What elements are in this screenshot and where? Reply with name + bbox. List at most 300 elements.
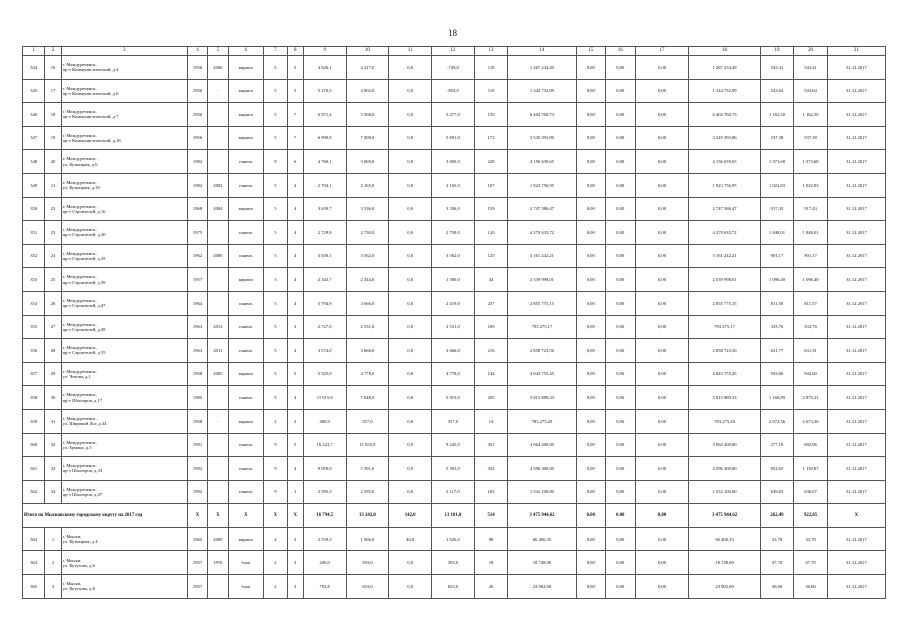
data-cell: 0,00 xyxy=(606,457,636,481)
data-cell: 0,00 xyxy=(576,480,606,504)
address-city: г. Междуреченск, xyxy=(62,227,97,233)
data-cell: 1 267 234,49 xyxy=(689,56,760,80)
data-cell: -749,0 xyxy=(432,56,475,80)
data-cell: 0,0 xyxy=(389,362,432,386)
data-cell: 5 xyxy=(264,126,287,150)
data-cell: 4 217,0 xyxy=(346,56,389,80)
data-cell: 7 048,0 xyxy=(346,386,389,410)
data-cell: 333,76 xyxy=(760,315,794,339)
data-cell: 2 704,1 xyxy=(303,173,346,197)
column-number: 17 xyxy=(635,47,689,56)
data-cell: 1 xyxy=(287,480,303,504)
data-cell: 5 xyxy=(264,291,287,315)
address-cell xyxy=(61,221,187,245)
data-cell: 2 343,7 xyxy=(303,268,346,292)
data-cell: 0,00 xyxy=(606,315,636,339)
data-cell: 0,0 xyxy=(389,291,432,315)
data-cell: 1 162,50 xyxy=(760,103,794,127)
address-city: г. Междуреченск, xyxy=(62,156,97,162)
data-cell: 31.12.2017 xyxy=(827,527,885,551)
table-row xyxy=(23,197,886,221)
column-number: 11 xyxy=(389,47,432,56)
data-cell: 47,70 xyxy=(794,551,828,575)
data-cell: 66 406,35 xyxy=(689,527,760,551)
row-index: 360 xyxy=(23,433,45,457)
data-cell: 31.12.2017 xyxy=(827,480,885,504)
data-cell: 1 168,89 xyxy=(760,386,794,410)
data-cell xyxy=(208,386,228,410)
data-cell: 9 059,0 xyxy=(303,457,346,481)
data-cell: 1956 xyxy=(187,79,207,103)
data-cell: 631,91 xyxy=(794,339,828,363)
data-cell: 636,67 xyxy=(794,480,828,504)
row-subindex: 2 xyxy=(45,551,61,575)
data-cell: 44 xyxy=(474,268,508,292)
data-cell: 3 069,0 xyxy=(432,150,475,174)
data-cell: 0,00 xyxy=(606,79,636,103)
data-cell: 26 xyxy=(474,575,508,599)
data-cell xyxy=(208,291,228,315)
data-cell: 451 xyxy=(474,433,508,457)
row-subindex: 21 xyxy=(45,173,61,197)
data-cell: 5 277,0 xyxy=(432,103,475,127)
address-street: пр-т Строителей, д.16 xyxy=(62,208,106,214)
address-cell xyxy=(61,409,187,433)
data-cell: 0,00 xyxy=(606,386,636,410)
data-cell: 631,77 xyxy=(760,339,794,363)
data-cell: 0,00 xyxy=(635,527,689,551)
data-cell: 0,00 xyxy=(576,126,606,150)
address-cell xyxy=(61,362,187,386)
data-cell: панель xyxy=(228,315,264,339)
address-cell xyxy=(61,315,187,339)
column-number: 19 xyxy=(760,47,794,56)
data-cell: 3 562,0 xyxy=(432,244,475,268)
data-cell: 653,0 xyxy=(432,575,475,599)
address-street: ул. Кутузова, д.8 xyxy=(62,586,95,592)
column-number: 18 xyxy=(689,47,760,56)
data-cell: 3 574,0 xyxy=(303,339,346,363)
data-cell: 0,0 xyxy=(389,339,432,363)
data-cell: 31.12.2017 xyxy=(827,103,885,127)
column-number: 4 xyxy=(187,47,207,56)
data-cell: 237 xyxy=(474,291,508,315)
data-cell xyxy=(208,268,228,292)
data-cell: 31.12.2017 xyxy=(827,457,885,481)
data-cell: 0,00 xyxy=(635,197,689,221)
data-cell: 1 344 732,99 xyxy=(508,79,576,103)
data-cell: 0,00 xyxy=(635,103,689,127)
data-cell: 5 325,0 xyxy=(303,362,346,386)
data-cell: 1965 xyxy=(187,527,207,551)
address-street: пр-т Коммунистический, д.18 xyxy=(62,138,121,144)
data-cell: 917,43 xyxy=(760,197,794,221)
data-cell: 4 778,0 xyxy=(346,362,389,386)
data-cell: 1 022,83 xyxy=(760,173,794,197)
data-cell: 103 xyxy=(474,480,508,504)
data-cell: 1957 xyxy=(187,268,207,292)
table-row xyxy=(23,103,886,127)
address-city: г. Междуреченск, xyxy=(62,203,97,209)
data-cell: 5 391,0 xyxy=(432,457,475,481)
data-cell: 2 539 998,01 xyxy=(689,268,760,292)
data-cell: кирпич xyxy=(228,527,264,551)
row-index: 355 xyxy=(23,315,45,339)
data-cell: 2 747 586,47 xyxy=(508,197,576,221)
data-cell xyxy=(208,480,228,504)
data-cell: 0,0 xyxy=(389,480,432,504)
data-cell: 2 730,0 xyxy=(432,221,475,245)
data-cell: 2 xyxy=(264,551,287,575)
data-cell: 0,00 xyxy=(606,551,636,575)
table-row xyxy=(23,339,886,363)
data-cell: 2 xyxy=(264,409,287,433)
data-cell: 5 xyxy=(264,221,287,245)
data-cell: 0,00 xyxy=(635,480,689,504)
data-cell: 11 055,0 xyxy=(346,433,389,457)
data-cell: 0,00 xyxy=(576,103,606,127)
data-cell: 0,0 xyxy=(389,56,432,80)
data-cell: 2 539,3 xyxy=(303,527,346,551)
address-street: ул. Кузнецкая, д.39 xyxy=(62,185,100,191)
total-cell: X xyxy=(187,504,207,528)
data-cell: 5 815 889,33 xyxy=(689,386,760,410)
row-index: 351 xyxy=(23,221,45,245)
data-cell: 5 270,3 xyxy=(303,79,346,103)
data-cell: 3 161 242,21 xyxy=(508,244,576,268)
data-cell: 0,00 xyxy=(606,575,636,599)
data-cell: 3 xyxy=(264,268,287,292)
row-index: 353 xyxy=(23,268,45,292)
data-cell: 6 971,4 xyxy=(303,103,346,127)
data-cell: 23 902,00 xyxy=(689,575,760,599)
data-cell: 901,17 xyxy=(760,244,794,268)
address-city: г. Междуреченск, xyxy=(62,274,97,280)
data-cell: 7 xyxy=(287,103,303,127)
row-index: 359 xyxy=(23,409,45,433)
data-cell: 109 xyxy=(474,315,508,339)
column-number: 15 xyxy=(576,47,606,56)
data-cell: 0,00 xyxy=(635,291,689,315)
data-cell: 159 xyxy=(474,103,508,127)
total-cell: 3 475 944,62 xyxy=(508,504,576,528)
data-cell: 0,00 xyxy=(576,339,606,363)
column-number: 12 xyxy=(432,47,475,56)
data-cell: 3 545 393,86 xyxy=(689,126,760,150)
data-cell: 2011 xyxy=(208,339,228,363)
row-subindex: 33 xyxy=(45,457,61,481)
address-cell xyxy=(61,150,187,174)
table-row xyxy=(23,480,886,504)
data-cell: 1982 xyxy=(187,150,207,174)
row-index: 348 xyxy=(23,150,45,174)
data-cell: 1956 xyxy=(187,103,207,127)
row-subindex: 29 xyxy=(45,362,61,386)
register-table xyxy=(22,46,886,599)
data-cell: 537,38 xyxy=(760,126,794,150)
data-cell: 1962 xyxy=(187,244,207,268)
data-cell: 1 267 234,49 xyxy=(508,56,576,80)
row-subindex: 26 xyxy=(45,291,61,315)
address-cell xyxy=(61,575,187,599)
data-cell: 0,00 xyxy=(635,315,689,339)
address-street: пр-т Строителей, д.35 xyxy=(62,256,106,262)
data-cell: 2 727,0 xyxy=(303,315,346,339)
data-cell: 2 xyxy=(287,551,303,575)
table-row xyxy=(23,268,886,292)
data-cell: 1 923 756,95 xyxy=(689,173,760,197)
data-cell: 2 858 723,56 xyxy=(508,339,576,363)
data-cell: 0,00 xyxy=(576,409,606,433)
row-index: 357 xyxy=(23,362,45,386)
data-cell: 2009 xyxy=(208,527,228,551)
data-cell: 31.12.2017 xyxy=(827,551,885,575)
data-cell: 0,00 xyxy=(606,433,636,457)
data-cell: 0,00 xyxy=(576,457,606,481)
data-cell: 5 691,0 xyxy=(432,126,475,150)
address-city: г. Междуреченск, xyxy=(62,321,97,327)
address-cell xyxy=(61,173,187,197)
data-cell: 0,00 xyxy=(576,291,606,315)
data-cell: 2 539 998,01 xyxy=(508,268,576,292)
data-cell: 110 xyxy=(474,56,508,80)
column-number: 20 xyxy=(794,47,828,56)
row-index: 364 xyxy=(23,551,45,575)
data-cell: 1 022,83 xyxy=(794,173,828,197)
data-cell: 31.12.2017 xyxy=(827,173,885,197)
total-cell: 3 475 944,62 xyxy=(689,504,760,528)
data-cell: 4 xyxy=(287,268,303,292)
data-cell: 0,00 xyxy=(576,221,606,245)
row-subindex: 28 xyxy=(45,339,61,363)
data-cell: 3 xyxy=(287,527,303,551)
data-cell: 1 162,50 xyxy=(794,103,828,127)
data-cell: 0,0 xyxy=(389,315,432,339)
row-index: 356 xyxy=(23,339,45,363)
address-city: г. Междуреченск, xyxy=(62,439,97,445)
data-cell: 2 xyxy=(287,575,303,599)
data-cell: 2000 xyxy=(208,244,228,268)
data-cell: 811,50 xyxy=(760,291,794,315)
row-subindex: 17 xyxy=(45,79,61,103)
column-number: 6 xyxy=(228,47,264,56)
row-subindex: 27 xyxy=(45,315,61,339)
row-subindex: 25 xyxy=(45,268,61,292)
data-cell: 0,00 xyxy=(635,457,689,481)
data-cell: 1985 xyxy=(187,386,207,410)
data-cell: 1 373,68 xyxy=(760,150,794,174)
data-cell: 0,00 xyxy=(635,409,689,433)
data-cell: 31.12.2017 xyxy=(827,433,885,457)
address-cell xyxy=(61,527,187,551)
data-cell: 0,0 xyxy=(389,150,432,174)
data-cell: 0,00 xyxy=(635,126,689,150)
data-cell: 0,00 xyxy=(576,386,606,410)
data-cell: 4 156 639,65 xyxy=(508,150,576,174)
data-cell: 66 406,35 xyxy=(508,527,576,551)
data-cell: панель xyxy=(228,480,264,504)
data-cell: панель xyxy=(228,433,264,457)
data-cell: 125 xyxy=(474,244,508,268)
row-subindex: 3 xyxy=(45,575,61,599)
address-city: г. Междуреченск, xyxy=(62,416,97,421)
data-cell: 5 xyxy=(287,433,303,457)
data-cell: 2 747 586,47 xyxy=(689,197,760,221)
data-cell: 1 926,0 xyxy=(432,527,475,551)
address-street: ул. Ермака, д.5 xyxy=(62,444,92,450)
data-cell: 4 156 639,65 xyxy=(689,150,760,174)
data-cell: 6 404 760,73 xyxy=(508,103,576,127)
data-cell: 36,60 xyxy=(794,575,828,599)
address-street: ул. Чехова, д.1 xyxy=(62,374,91,380)
address-cell xyxy=(61,457,187,481)
data-cell: панель xyxy=(228,386,264,410)
column-number: 1 xyxy=(23,47,45,56)
data-cell: 14 xyxy=(474,409,508,433)
data-cell: 3 666,0 xyxy=(346,291,389,315)
data-cell: 5 815 889,33 xyxy=(508,386,576,410)
data-cell: 7 000,0 xyxy=(346,126,389,150)
data-cell: 5 xyxy=(287,56,303,80)
column-number: 2 xyxy=(45,47,61,56)
data-cell: 1957 xyxy=(187,551,207,575)
address-city: г. Междуреченск, xyxy=(62,132,97,138)
data-cell: 107 xyxy=(474,173,508,197)
data-cell: 793 275,17 xyxy=(508,315,576,339)
data-cell: 31.12.2017 xyxy=(827,291,885,315)
address-street: пр-т Строителей, д.49 xyxy=(62,326,106,332)
data-cell: 3 064 200,00 xyxy=(508,433,576,457)
page-number: 18 xyxy=(448,28,457,38)
data-cell: 159 xyxy=(474,197,508,221)
data-cell: 31.12.2017 xyxy=(827,197,885,221)
data-cell: 1963 xyxy=(187,315,207,339)
data-cell: 31.12.2017 xyxy=(827,575,885,599)
data-cell xyxy=(208,457,228,481)
address-city: г. Междуреченск, xyxy=(62,85,97,91)
data-cell: кирпич xyxy=(228,56,264,80)
data-cell: 9 xyxy=(264,480,287,504)
row-subindex: 30 xyxy=(45,386,61,410)
data-cell: 0,00 xyxy=(576,268,606,292)
data-cell: 31.12.2017 xyxy=(827,126,885,150)
data-cell: 3 064 200,00 xyxy=(689,433,760,457)
data-cell: 5 391,0 xyxy=(346,457,389,481)
address-city: г. Междуреченск, xyxy=(62,463,97,469)
data-cell: 0,00 xyxy=(635,386,689,410)
column-number: 16 xyxy=(606,47,636,56)
data-cell: - xyxy=(208,79,228,103)
data-cell: 811,57 xyxy=(794,291,828,315)
data-cell: 0,0 xyxy=(389,386,432,410)
data-cell: 1968 xyxy=(187,197,207,221)
data-cell: 5 794,9 xyxy=(303,291,346,315)
data-cell: 0,00 xyxy=(635,575,689,599)
table-row xyxy=(23,409,886,433)
data-cell: 31.12.2017 xyxy=(827,315,885,339)
row-subindex: 20 xyxy=(45,150,61,174)
data-cell: 4 760,1 xyxy=(303,150,346,174)
data-cell: 31.12.2017 xyxy=(827,362,885,386)
row-index: 358 xyxy=(23,386,45,410)
data-cell: -854,0 xyxy=(432,79,475,103)
row-index: 350 xyxy=(23,197,45,221)
data-cell: 0,00 xyxy=(606,103,636,127)
row-index: 363 xyxy=(23,527,45,551)
total-cell: 142,0 xyxy=(389,504,432,528)
data-cell: 0,00 xyxy=(576,527,606,551)
data-cell: 0,00 xyxy=(576,362,606,386)
data-cell: 1992 xyxy=(187,480,207,504)
data-cell: 9 xyxy=(264,457,287,481)
column-number: 13 xyxy=(474,47,508,56)
data-cell: 1963 xyxy=(187,339,207,363)
data-cell: 543,41 xyxy=(760,56,794,80)
data-cell: панель xyxy=(228,150,264,174)
data-cell: 1 848,01 xyxy=(760,221,794,245)
data-cell: 639,63 xyxy=(760,480,794,504)
data-cell: 31.12.2017 xyxy=(827,268,885,292)
data-cell: 3 336,0 xyxy=(346,197,389,221)
data-cell: 793 275,17 xyxy=(689,315,760,339)
table-row xyxy=(23,527,886,551)
data-cell: 0,0 xyxy=(389,551,432,575)
total-label: Итого по Мысковскому городскому округу на 2017 год xyxy=(23,504,188,528)
data-cell: 2 858 723,56 xyxy=(689,339,760,363)
data-cell: кирпич xyxy=(228,197,264,221)
total-cell: 0.00 xyxy=(606,504,636,528)
data-cell: панель xyxy=(228,291,264,315)
data-cell: 4 xyxy=(287,291,303,315)
data-cell: 1956 xyxy=(187,56,207,80)
data-cell: 0,0 xyxy=(389,103,432,127)
data-cell: 0,00 xyxy=(606,527,636,551)
data-cell: 33,78 xyxy=(760,527,794,551)
data-cell: 0,0 xyxy=(389,575,432,599)
data-cell: 943,60 xyxy=(794,362,828,386)
total-cell: 0.00 xyxy=(576,504,606,528)
data-cell: 393,0 xyxy=(432,551,475,575)
total-cell: 13 101,0 xyxy=(432,504,475,528)
data-cell: 3 639,7 xyxy=(303,197,346,221)
address-cell xyxy=(61,480,187,504)
data-cell: 0,0 xyxy=(389,173,432,197)
data-cell: 3 562,0 xyxy=(346,244,389,268)
row-subindex: 31 xyxy=(45,409,61,433)
column-number: 5 xyxy=(208,47,228,56)
total-cell: 514 xyxy=(474,504,508,528)
data-cell: 4 596 300,00 xyxy=(689,457,760,481)
data-cell: 0,0 xyxy=(389,409,432,433)
data-cell: 0,00 xyxy=(635,221,689,245)
data-cell: 18 748,00 xyxy=(508,551,576,575)
data-cell: 5 xyxy=(264,56,287,80)
total-cell: X xyxy=(228,504,264,528)
data-cell: 0,00 xyxy=(635,339,689,363)
data-cell: 0,00 xyxy=(606,56,636,80)
data-cell: 120 xyxy=(474,221,508,245)
data-cell: 2 419,0 xyxy=(432,291,475,315)
data-cell: 228 xyxy=(474,150,508,174)
data-cell xyxy=(208,103,228,127)
data-cell: - xyxy=(208,409,228,433)
data-cell: 703,8 xyxy=(303,575,346,599)
data-cell: 901,17 xyxy=(794,244,828,268)
address-cell xyxy=(61,56,187,80)
data-cell: 2 855 775,15 xyxy=(689,291,760,315)
data-cell: 5 xyxy=(264,244,287,268)
data-cell: 31.12.2017 xyxy=(827,339,885,363)
